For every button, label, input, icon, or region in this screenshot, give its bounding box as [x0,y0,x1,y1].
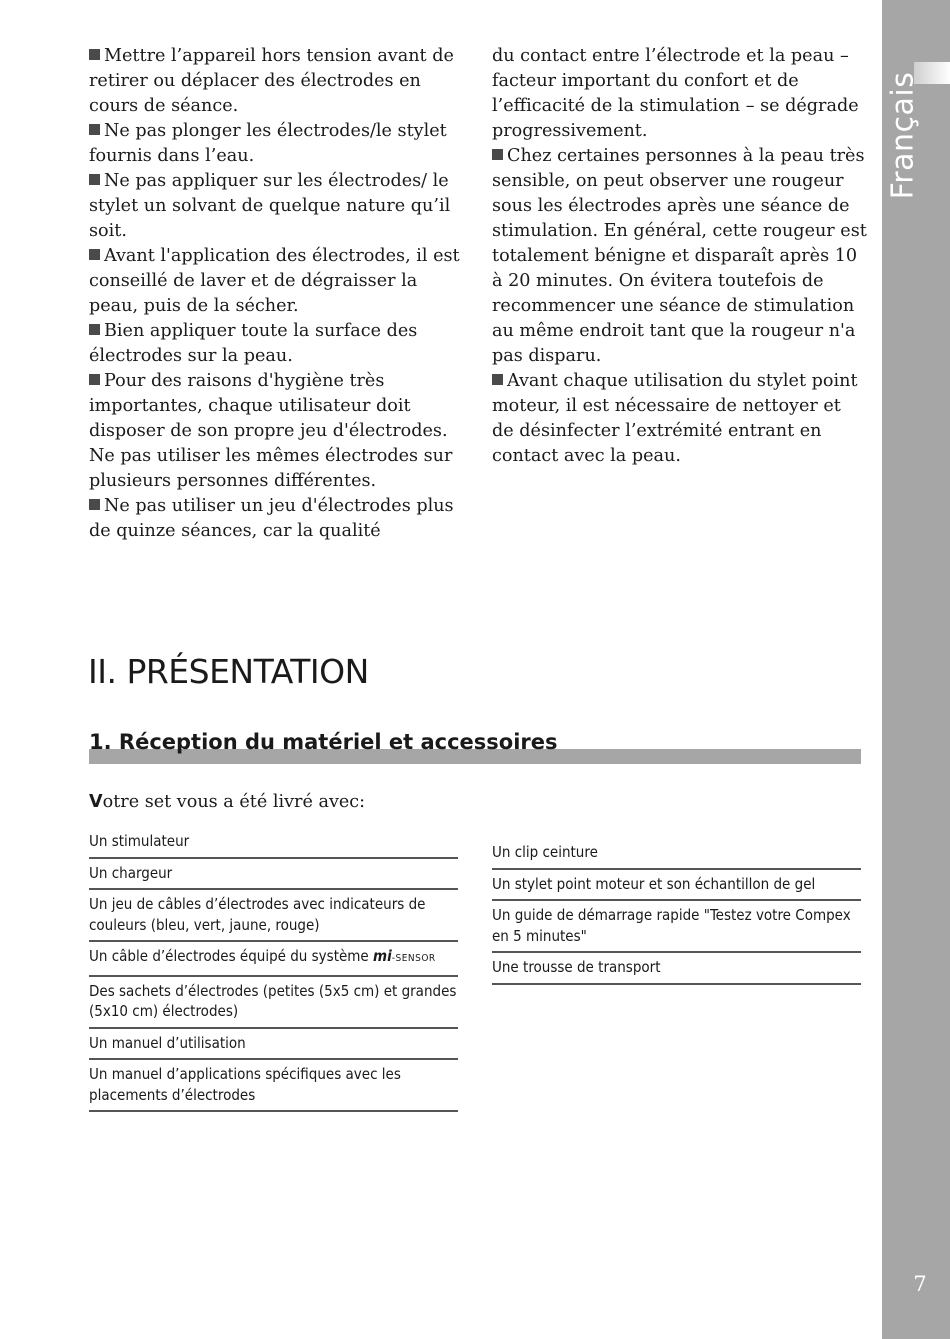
square-bullet-icon [89,324,100,335]
square-bullet-icon [89,174,100,185]
list-item: Des sachets d’électrodes (petites (5x5 cm) et grandes (5x10 cm) électrodes) [89,979,458,1029]
list-item: Un manuel d’utilisation [89,1031,458,1061]
intro-sentence: Votre set vous a été livré avec: [89,792,366,812]
safety-notes-left-column [89,44,469,544]
list-item: Un stylet point moteur et son échantillon de gel [492,872,861,902]
drop-cap: V [89,792,103,812]
safety-note: Bien appliquer toute la surface des électrodes sur la peau. [89,321,418,366]
safety-notes-right-column [492,44,867,469]
safety-note: Mettre l’appareil hors tension avant de retirer ou déplacer des électrodes en cours de séance. [89,46,454,116]
list-item: Un guide de démarrage rapide "Testez votre Compex en 5 minutes" [492,903,861,953]
square-bullet-icon [89,499,100,510]
safety-note: Pour des raisons d'hygiène très importantes, chaque utilisateur doit disposer de son propre jeu d'électrodes. Ne pas utiliser les mêmes électrodes sur plusieurs personnes différentes. [89,371,453,491]
square-bullet-icon [492,149,503,160]
safety-note: Ne pas plonger les électrodes/le stylet fournis dans l’eau. [89,121,447,166]
square-bullet-icon [89,49,100,60]
page-number: 7 [913,1272,927,1296]
square-bullet-icon [89,249,100,260]
package-contents-right [492,840,861,987]
safety-note: Chez certaines personnes à la peau très sensible, on peut observer une rougeur sous les électrodes après une séance de stimulation. En général, cette rougeur est totalement bénigne et disparaît après 10 à 20 minutes. On évitera toutefois de recommencer une séance de stimulation au même endroit tant que la rougeur n'a pas disparu. [492,146,867,366]
language-label: Français [885,71,921,199]
square-bullet-icon [89,374,100,385]
list-item: Un câble d’électrodes équipé du système mi-SENSOR [89,944,458,977]
list-item: Un chargeur [89,861,458,891]
package-contents-left [89,829,458,1114]
safety-note-continuation: du contact entre l’électrode et la peau – facteur important du confort et de l’efficacité de la stimulation – se dégrade progressivement. [492,46,859,141]
square-bullet-icon [492,374,503,385]
list-item: Un stimulateur [89,829,458,859]
list-item: Une trousse de transport [492,955,861,985]
safety-note: Avant l'application des électrodes, il est conseillé de laver et de dégraisser la peau, puis de la sécher. [89,246,460,316]
section-title: II. PRÉSENTATION [88,652,369,691]
language-tab [886,60,920,210]
safety-note: Ne pas utiliser un jeu d'électrodes plus de quinze séances, car la qualité [89,496,454,541]
square-bullet-icon [89,124,100,135]
subsection-title: 1. Réception du matériel et accessoires [89,730,558,754]
list-item: Un manuel d’applications spécifiques avec les placements d’électrodes [89,1062,458,1112]
safety-note: Ne pas appliquer sur les électrodes/ le stylet un solvant de quelque nature qu’il soit. [89,171,451,241]
list-item: Un jeu de câbles d’électrodes avec indicateurs de couleurs (bleu, vert, jaune, rouge) [89,892,458,942]
list-item: Un clip ceinture [492,840,861,870]
mi-sensor-logo: mi-SENSOR [373,947,436,965]
safety-note: Avant chaque utilisation du stylet point moteur, il est nécessaire de nettoyer et de désinfecter l’extrémité entrant en contact avec la peau. [492,371,858,466]
